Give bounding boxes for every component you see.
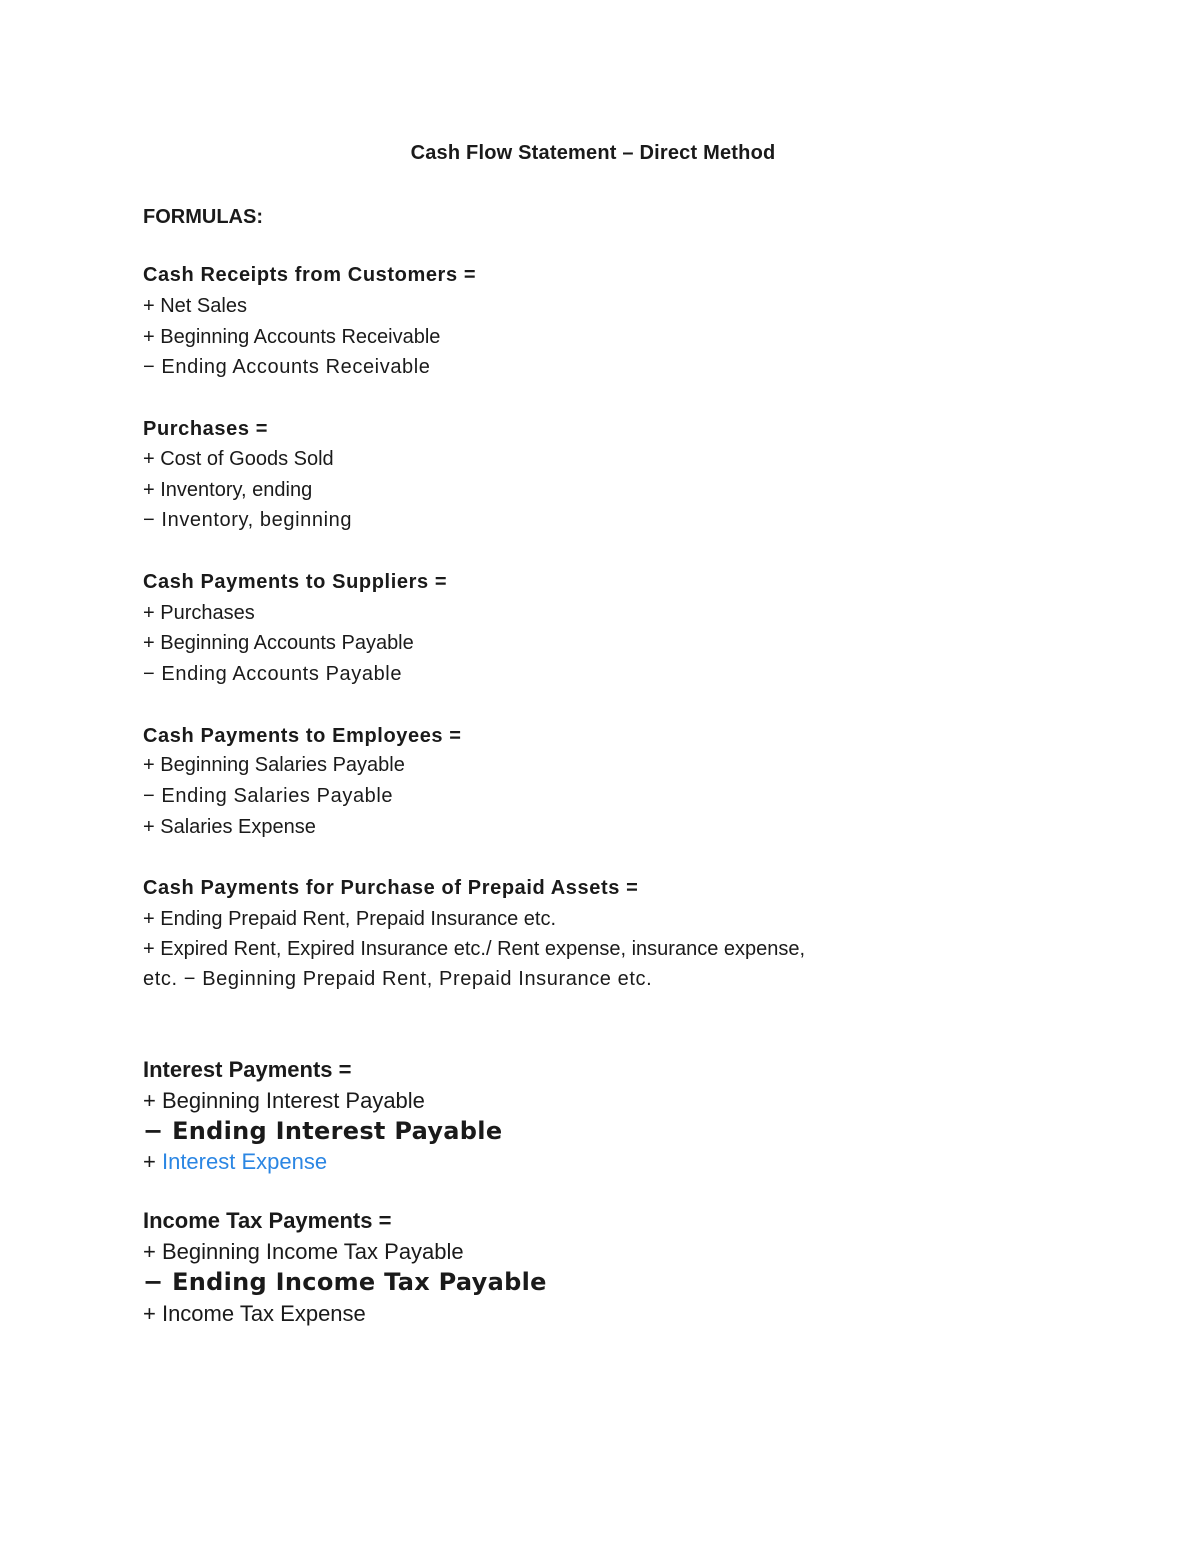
formula-line: − Inventory, beginning (143, 509, 353, 531)
formula-line: + Beginning Accounts Receivable (143, 326, 441, 348)
section-heading: Purchases = (143, 418, 269, 440)
formula-line: + Beginning Income Tax Payable (143, 1239, 464, 1264)
formula-line: + Expired Rent, Expired Insurance etc./ Rent expense, insurance expense, (143, 938, 806, 960)
formula-line: + Salaries Expense (143, 816, 316, 838)
section-heading: Cash Payments to Employees = (143, 725, 462, 747)
formula-line: + Beginning Interest Payable (143, 1088, 425, 1113)
formula-line: + Beginning Accounts Payable (143, 632, 414, 654)
formula-line: + Beginning Salaries Payable (143, 754, 405, 776)
formula-line: + Net Sales (143, 295, 247, 317)
formula-line: + Purchases (143, 602, 255, 624)
formula-line: − Ending Accounts Payable (143, 663, 403, 685)
section-heading: Income Tax Payments = (143, 1208, 392, 1233)
formula-line: − Ending Salaries Payable (143, 785, 394, 807)
section-heading: Cash Payments to Suppliers = (143, 571, 448, 593)
formula-line: − Ending Accounts Receivable (143, 356, 431, 378)
formula-line: − Ending Interest Payable (143, 1117, 503, 1145)
formula-line: + Ending Prepaid Rent, Prepaid Insurance etc. (143, 908, 557, 930)
formula-line (143, 1149, 327, 1175)
document-title: Cash Flow Statement – Direct Method (410, 142, 776, 164)
section-heading: Interest Payments = (143, 1057, 352, 1082)
section-heading: Cash Payments for Purchase of Prepaid Assets = (143, 877, 639, 899)
section-heading: Cash Receipts from Customers = (143, 264, 477, 286)
formula-line: + Inventory, ending (143, 479, 313, 501)
formula-line: + Cost of Goods Sold (143, 448, 334, 470)
formula-line: + Income Tax Expense (143, 1301, 366, 1326)
formulas-label: FORMULAS: (143, 206, 263, 228)
formula-line: − Ending Income Tax Payable (143, 1268, 547, 1296)
plus-sign: + (143, 1149, 162, 1174)
interest-expense-link[interactable]: Interest Expense (161, 1149, 328, 1174)
formula-line: etc. − Beginning Prepaid Rent, Prepaid Insurance etc. (143, 968, 653, 990)
